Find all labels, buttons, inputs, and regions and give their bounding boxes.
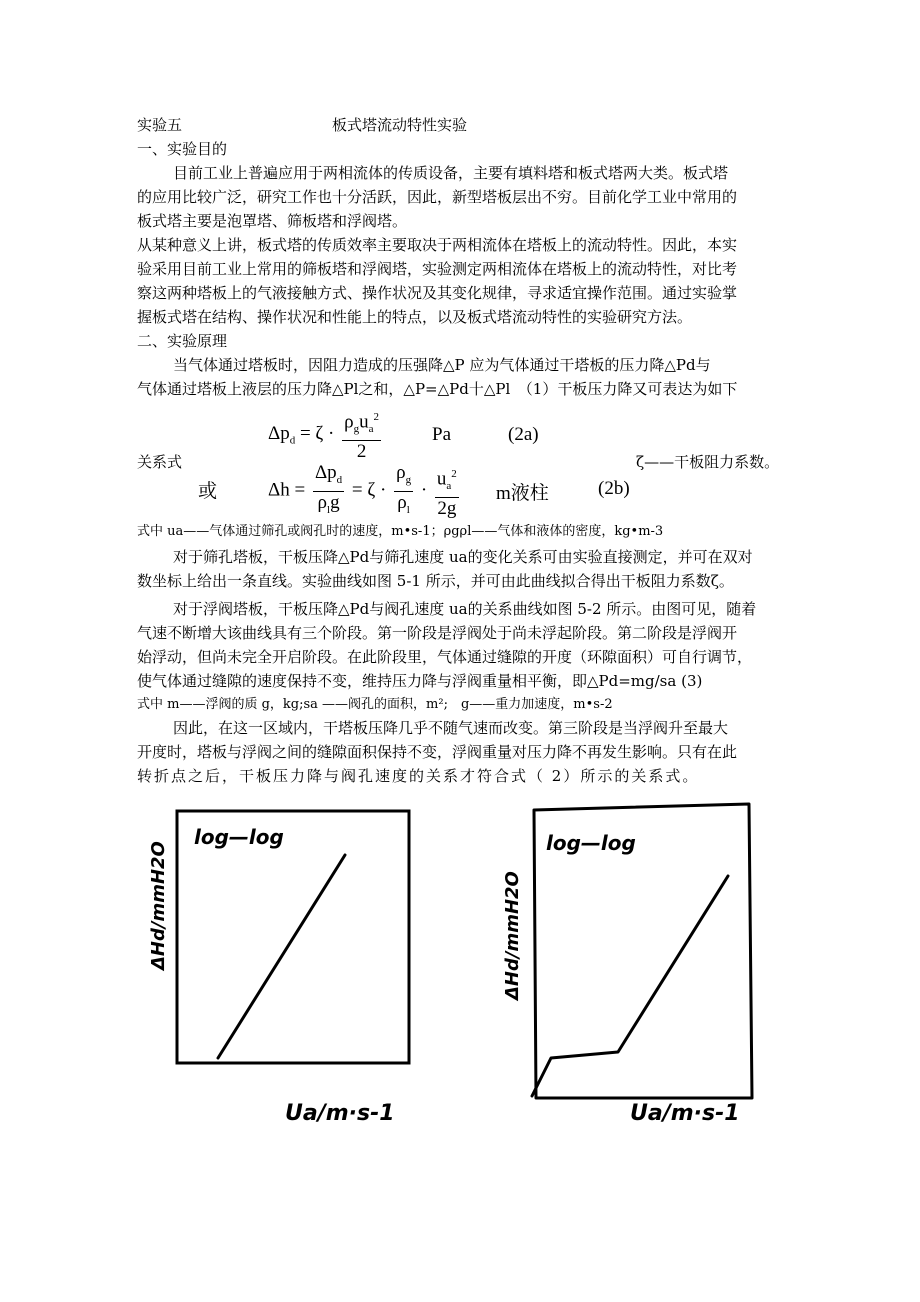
paragraph-line: 气体通过塔板上液层的压力降△Pl之和，△P=△Pd十△Pl （1）干板压力降又可表达为如下 bbox=[137, 380, 738, 398]
where-line: 式中 ua——气体通过筛孔或阀孔时的速度，m•s-1；ρgρl——气体和液体的密度，kg•m-3 bbox=[137, 524, 664, 539]
relation-label: 关系式 bbox=[137, 453, 183, 471]
formula-2a-tag: (2a) bbox=[508, 424, 539, 445]
figure-5-2-xlabel: Ua/m·s-1 bbox=[630, 1101, 740, 1126]
paragraph-line: 当气体通过塔板时，因阻力造成的压强降△P 应为气体通过干塔板的压力降△Pd与 bbox=[173, 356, 711, 374]
zeta-description: ζ——干板阻力系数。 bbox=[636, 453, 780, 471]
figure-5-1 bbox=[140, 800, 430, 1130]
experiment-number: 实验五 bbox=[137, 116, 183, 134]
formula-2a: $\Delta p_d = \zeta$ · $\frac{\rho_gu_a^2}{2}$ bbox=[268, 406, 384, 463]
figure-5-2-curve bbox=[532, 876, 728, 1096]
formula-2a-unit: Pa bbox=[432, 424, 451, 445]
paragraph-line: 握板式塔在结构、操作状况和性能上的特点，以及板式塔流动特性的实验研究方法。 bbox=[137, 308, 693, 326]
paragraph-line: 转折点之后，干板压力降与阀孔速度的关系才符合式（ 2）所示的关系式。 bbox=[137, 767, 700, 785]
paragraph-line: 从某种意义上讲，板式塔的传质效率主要取决于两相流体在塔板上的流动特性。因此，本实 bbox=[137, 236, 738, 254]
formula-2b: Δh = $\frac{\Delta p_d}{\rho_lg}$ = ζ · $\frac{\rho_g}{\rho_l}$ · $\frac{u_a^2}{2g}$ bbox=[268, 462, 457, 519]
paragraph-line: 验采用目前工业上常用的筛板塔和浮阀塔，实验测定两相流体在塔板上的流动特性，对比考 bbox=[137, 260, 738, 278]
figure-5-1-curve bbox=[218, 855, 345, 1058]
paragraph-line: 式中 m——浮阀的质 g，kg;sa ——阀孔的面积，m²; g——重力加速度，m•s-2 bbox=[137, 697, 613, 712]
paragraph-line: 数坐标上给出一条直线。实验曲线如图 5-1 所示，并可由此曲线拟合得出干板阻力系数ζ。 bbox=[137, 572, 734, 590]
formula-2b-unit: m液柱 bbox=[496, 483, 549, 504]
section-heading-principle: 二、实验原理 bbox=[137, 332, 228, 350]
paragraph-line: 开度时，塔板与浮阀之间的缝隙面积保持不变，浮阀重量对压力降不再发生影响。只有在此 bbox=[137, 743, 738, 761]
figure-5-1-scale-label: log—log bbox=[194, 825, 284, 849]
paragraph-line: 始浮动，但尚未完全开启阶段。在此阶段里，气体通过缝隙的开度（环隙面积）可自行调节， bbox=[137, 648, 753, 666]
paragraph-line: 气速不断增大该曲线具有三个阶段。第一阶段是浮阀处于尚未浮起阶段。第二阶段是浮阀开 bbox=[137, 624, 738, 642]
figure-5-2 bbox=[480, 800, 770, 1130]
figure-5-1-ylabel: ΔHd/mmH2O bbox=[148, 841, 169, 970]
paragraph-line: 使气体通过缝隙的速度保持不变，维持压力降与浮阀重量相平衡，即△Pd=mg/sa (3) bbox=[137, 672, 703, 690]
title-line bbox=[137, 113, 797, 137]
figure-5-2-scale-label: log—log bbox=[546, 831, 636, 855]
figure-5-2-ylabel: ΔHd/mmH2O bbox=[502, 871, 523, 1000]
paragraph-line: 对于浮阀塔板，干板压降△Pd与阀孔速度 ua的关系曲线如图 5-2 所示。由图可见，随着 bbox=[173, 600, 757, 618]
formula-2b-tag: (2b) bbox=[598, 478, 630, 499]
paragraph-line: 目前工业上普遍应用于两相流体的传质设备，主要有填料塔和板式塔两大类。板式塔 bbox=[173, 164, 729, 182]
section-heading-purpose: 一、实验目的 bbox=[137, 140, 228, 158]
paragraph-line: 因此，在这一区域内，干塔板压降几乎不随气速而改变。第三阶段是当浮阀升至最大 bbox=[173, 719, 729, 737]
or-label: 或 bbox=[198, 481, 218, 502]
experiment-title: 板式塔流动特性实验 bbox=[332, 116, 468, 134]
paragraph-line: 对于筛孔塔板，干板压降△Pd与筛孔速度 ua的变化关系可由实验直接测定，并可在双对 bbox=[173, 548, 753, 566]
figure-5-1-xlabel: Ua/m·s-1 bbox=[285, 1101, 395, 1126]
paragraph-line: 察这两种塔板上的气液接触方式、操作状况及其变化规律，寻求适宜操作范围。通过实验掌 bbox=[137, 284, 738, 302]
paragraph-line: 的应用比较广泛，研究工作也十分活跃，因此，新型塔板层出不穷。目前化学工业中常用的 bbox=[137, 188, 738, 206]
paragraph-line: 板式塔主要是泡罩塔、筛板塔和浮阀塔。 bbox=[137, 212, 408, 230]
